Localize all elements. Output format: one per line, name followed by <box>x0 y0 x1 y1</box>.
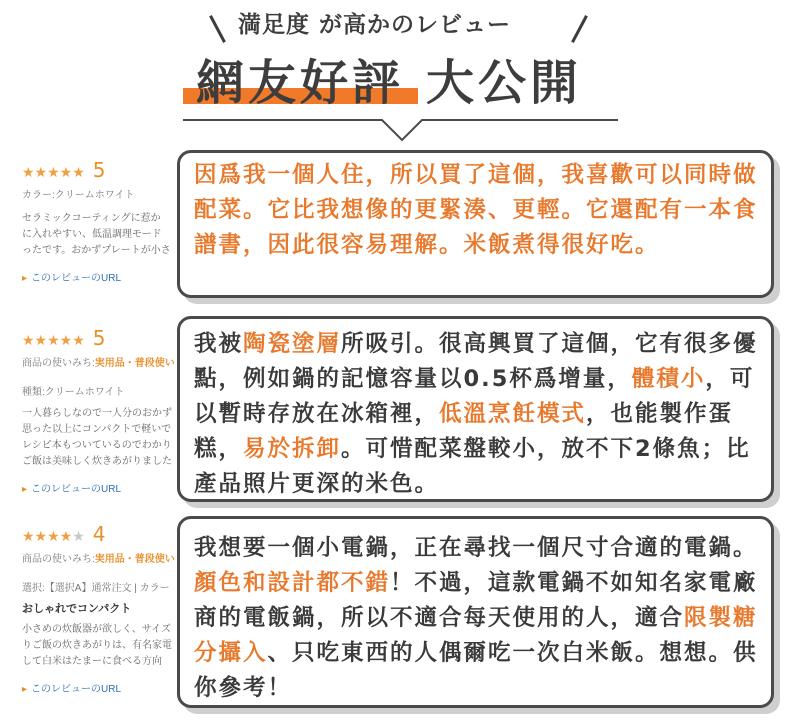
left-slash-decoration <box>209 15 226 43</box>
page-title <box>196 44 582 113</box>
review-url-link[interactable]: ▸ このレビューのURL <box>22 684 122 695</box>
highlight-text: 體積小 <box>631 366 706 392</box>
review-line: に入れやすい、低温調理モード <box>22 229 162 240</box>
review-meta-2: 選択:【選択A】通常注文 | カラー <box>22 583 170 594</box>
review-line: レシピ本もついているのでわかり <box>22 440 172 451</box>
review-meta: 商品の使いみち:実用品・普段使い <box>22 554 175 565</box>
rating-number: 5 <box>92 158 106 182</box>
card-text: 我被陶瓷塗層所吸引。很高興買了這個，它有很多優點，例如鍋的記憶容量以0.5杯爲增量，體積小，可以暫時存放在冰箱裡，低溫烹飪模式，也能製作蛋糕，易於拆卸。可惜配菜盤較小，放不下2條魚；比產品照片更深的米色。 <box>194 331 758 497</box>
review-meta: 商品の使いみち:実用品・普段使い <box>22 358 175 369</box>
highlight-text: 低溫烹飪模式 <box>439 401 587 427</box>
card-text: 因爲我一個人住，所以買了這個，我喜歡可以同時做配菜。它比我想像的更緊湊、更輕。它還配有一本食譜書，因此很容易理解。米飯煮得很好吃。 <box>194 162 758 258</box>
arrow-icon: ▸ <box>22 684 28 695</box>
highlight-text: 限製糖分攝入 <box>194 605 758 666</box>
review-url-link[interactable]: ▸ このレビューのURL <box>22 484 122 495</box>
card-text: 我想要一個小電鍋，正在尋找一個尺寸合適的電鍋。顏色和設計都不錯！不過，這款電鍋不如知名家電廠商的電飯鍋，所以不適合每天使用的人，適合限製糖分攝入、只吃東西的人偶爾吃一次白米飯。想想。供你參考！ <box>194 535 758 701</box>
title-part-1: 網友好評 <box>196 55 405 111</box>
review-line: セラミックコーティングに惹か <box>22 213 161 224</box>
rating-number: 4 <box>92 522 106 546</box>
star-rating: ★★★★★ 4 <box>22 522 106 546</box>
title-part-2: 大公開 <box>426 55 583 111</box>
highlight-text: 顏色和設計都不錯 <box>194 570 391 596</box>
review-card-2 <box>177 316 774 502</box>
review-line: りご飯の炊きあがりは、有名家電 <box>22 640 172 651</box>
review-line: ったです。おかずプレートが小さ <box>22 245 171 256</box>
header <box>0 0 800 150</box>
star-rating: ★★★★★ 5 <box>22 326 106 350</box>
highlight-text: 易於拆卸 <box>243 436 342 462</box>
header-subtitle: 満足度 が高かのレビュー <box>238 12 512 38</box>
arrow-icon: ▸ <box>22 484 28 495</box>
review-line: 一人暮らしなので一人分のおかず <box>22 408 172 419</box>
arrow-icon: ▸ <box>22 273 28 284</box>
review-line: ご飯は美味しく炊きあがりました <box>22 456 172 467</box>
review-card-3 <box>177 516 774 708</box>
review-meta: カラー:クリームホワイト <box>22 190 135 201</box>
review-line: 小さめの炊飯器が欲しく、サイズ <box>22 624 171 635</box>
highlight-text: 陶瓷塗層 <box>243 331 342 357</box>
star-rating: ★★★★★ 5 <box>22 158 106 182</box>
review-line: 思った以上にコンパクトで軽いで <box>22 424 172 435</box>
review-card-1 <box>177 150 774 298</box>
right-slash-decoration <box>571 15 588 43</box>
header-pointer-line <box>0 108 800 148</box>
review-meta-2: 種類:クリームホワイト <box>22 387 125 398</box>
rating-number: 5 <box>92 326 106 350</box>
review-line: して白米はたまーに食べる方向 <box>22 656 162 667</box>
review-url-link[interactable]: ▸ このレビューのURL <box>22 273 122 284</box>
review-headline: おしゃれでコンパクト <box>22 603 132 615</box>
